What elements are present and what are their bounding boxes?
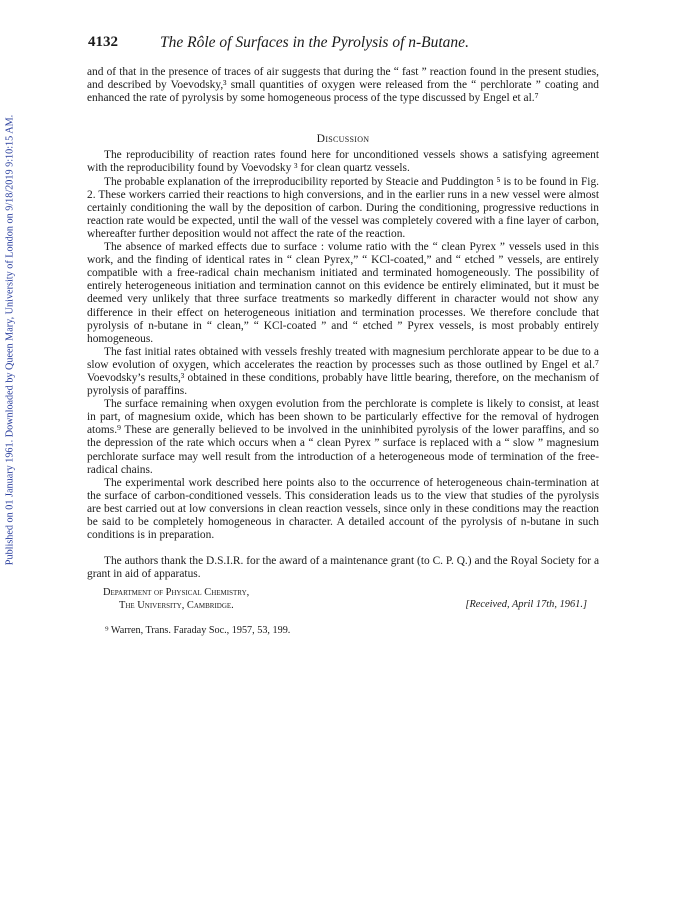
affiliation-university: The University, Cambridge.	[119, 599, 234, 611]
paragraph-surface-volume: The absence of marked effects due to surface : volume ratio with the “ clean Pyrex ” vessels used in this work, and the finding of identical rates in “ clean Pyrex,” “ KCl-coated,” and “ etched ” vessels, are entirely compatible with a free-radical chain mechanism initiated and terminated homogeneously. The possibility of entirely heterogeneous initiation and termination cannot on this evidence be entirely eliminated, but it must be deemed very unlikely that three surface treatments so markedly different in character would not show any difference in their effect on heterogeneous initiation and termination processes. We therefore conclude that pyrolysis of n-butane in “ clean,” “ KCl-coated ” and “ etched ” Pyrex vessels, is most probably entirely homogeneous.	[87, 241, 599, 345]
received-date: [Received, April 17th, 1961.]	[465, 599, 587, 611]
paragraph-reproducibility: The reproducibility of reaction rates found here for unconditioned vessels shows a satisfying agreement with the reproducibility found by Voevodsky ³ for clean quartz vessels.	[87, 149, 599, 175]
paragraph-perchlorate-rates: The fast initial rates obtained with vessels freshly treated with magnesium perchlorate appear to be due to a slow evolution of oxygen, which accelerates the reaction by processes such as those outlined by Engel et al.⁷ Voevodsky’s results,³ obtained in these conditions, probably have little bearing, therefore, on the mechanism of pyrolysis of paraffins.	[87, 345, 599, 398]
article-body	[87, 66, 599, 637]
download-notice: Published on 01 January 1961. Downloaded by Queen Mary, University of London on 9/18/2019 9:10:15 AM.	[4, 114, 16, 566]
page-number: 4132	[88, 34, 118, 50]
affiliation-block	[87, 587, 599, 612]
continued-paragraph: and of that in the presence of traces of air suggests that during the “ fast ” reaction found in the present studies, and described by Voevodsky,³ small quantities of oxygen were released from the “ perchlorate ” coating and enhanced the rate of pyrolysis by some homogeneous process of the type discussed by Engel et al.⁷	[87, 66, 599, 105]
paragraph-magnesium-oxide: The surface remaining when oxygen evolution from the perchlorate is complete is likely to consist, at least in part, of magnesium oxide, which has been shown to be particularly effective for the removal of hydrogen atoms.⁹ These are generally believed to be involved in the uninhibited pyrolysis of the lower paraffins, and so the depression of the rate which occurs when a “ clean Pyrex ” surface is replaced with a “ slow ” magnesium perchlorate surface may well result from the introduction of a heterogeneous mode of termination of the free-radical chains.	[87, 398, 599, 476]
acknowledgement: The authors thank the D.S.I.R. for the award of a maintenance grant (to C. P. Q.) and the Royal Society for a grant in aid of apparatus.	[87, 555, 599, 581]
paragraph-irreproducibility: The probable explanation of the irreproducibility reported by Steacie and Puddington ⁵ is to be found in Fig. 2. These workers carried their reactions to high conversions, and in the earlier runs in a new vessel were almost certainly conditioning the wall by the deposition of carbon. During the conditioning, progressive reductions in reaction rate would be expected, until the wall of the vessel was completely covered with a fine layer of carbon, whereafter further deposition would not affect the rate of the reaction.	[87, 175, 599, 240]
section-heading: Discussion	[316, 132, 370, 146]
paragraph-chain-termination: The experimental work described here points also to the occurrence of heterogeneous chain-termination at the surface of carbon-conditioned vessels. This consideration leads us to the view that studies of the pyrolysis are best carried out at low conversions in clean reaction vessels, since only in these conditions may the reaction be said to be completely homogeneous in character. A detailed account of the pyrolysis of n-butane in such conditions is in preparation.	[87, 476, 599, 542]
footnote: ⁹ Warren, Trans. Faraday Soc., 1957, 53, 199.	[105, 625, 291, 637]
running-title: The Rôle of Surfaces in the Pyrolysis of n-Butane.	[160, 34, 469, 51]
download-sidebar	[0, 0, 20, 912]
page-header	[88, 34, 608, 56]
affiliation-department: Department of Physical Chemistry,	[103, 587, 250, 599]
